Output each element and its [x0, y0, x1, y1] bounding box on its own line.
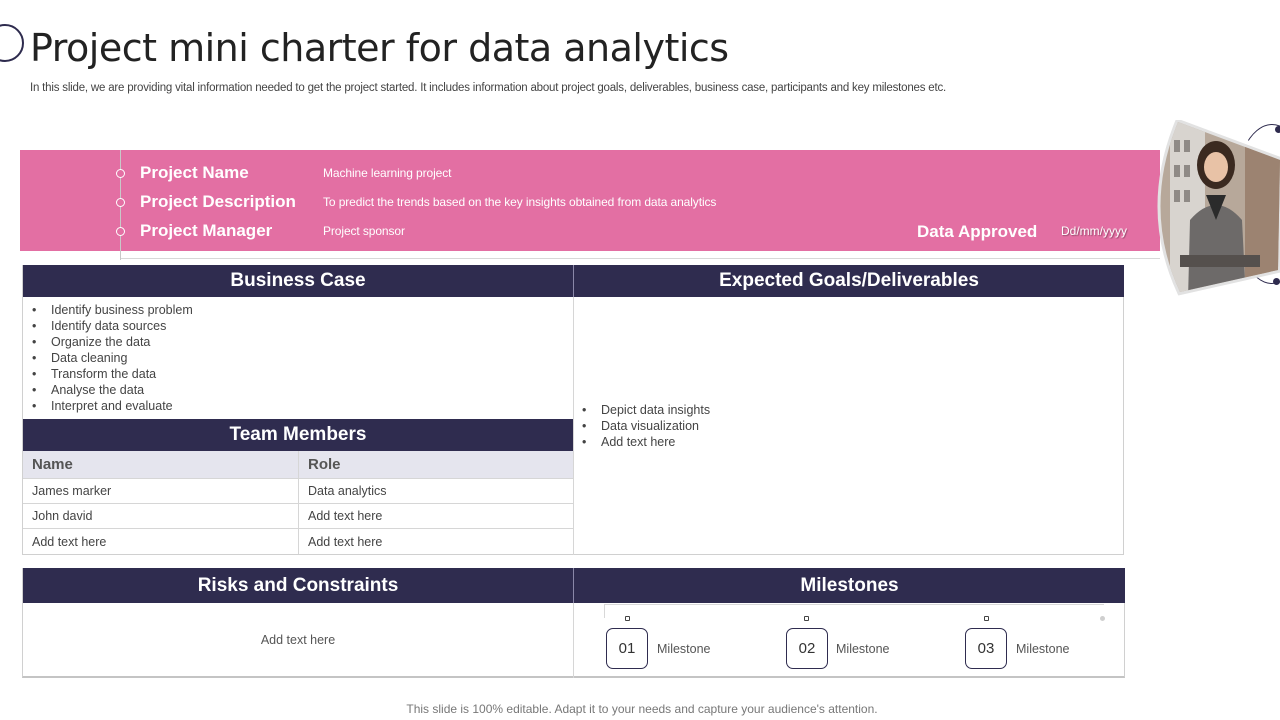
businesswoman-photo [1150, 120, 1280, 300]
data-approved-label: Data Approved [917, 222, 1038, 241]
milestone-label: Milestone [657, 642, 711, 656]
header-divider [573, 265, 574, 297]
table-cell: Data analytics [298, 479, 573, 503]
list-item: • Organize the data [30, 334, 193, 350]
milestone-pin [804, 616, 809, 621]
project-manager-value: Project sponsor [323, 224, 405, 238]
business-case-list [30, 302, 193, 414]
project-name-value: Machine learning project [323, 166, 452, 180]
table-cell: Add text here [298, 529, 573, 554]
risks-header: Risks and Constraints [23, 568, 573, 603]
table-cell: Add text here [32, 534, 107, 549]
list-item: • Interpret and evaluate [30, 398, 193, 414]
milestone-pin [984, 616, 989, 621]
list-item: • Add text here [580, 434, 710, 450]
column-separator [573, 297, 574, 555]
footer-note: This slide is 100% editable. Adapt it to your needs and capture your audience's attention. [406, 702, 878, 716]
page-subtitle: In this slide, we are providing vital information needed to get the project started. It includes information about project goals, deliverables, business case, participants and key milestones etc. [30, 82, 947, 94]
business-case-header: Business Case [23, 265, 573, 297]
data-approved-value: Dd/mm/yyyy [1061, 224, 1127, 238]
column-header-name: Name [32, 456, 73, 473]
milestone-number-box: 01 [606, 628, 648, 669]
project-description-label: Project Description [140, 192, 296, 211]
page-title: Project mini charter for data analytics [30, 26, 729, 70]
decorative-circle [0, 24, 24, 62]
milestone-number-box: 03 [965, 628, 1007, 669]
table-cell: James marker [32, 484, 112, 498]
project-description-value: To predict the trends based on the key insights obtained from data analytics [323, 195, 717, 209]
team-members-header: Team Members [23, 419, 573, 451]
milestones-header: Milestones [574, 568, 1125, 603]
project-name-label: Project Name [140, 163, 249, 182]
list-item: • Analyse the data [30, 382, 193, 398]
column-separator [573, 603, 574, 678]
banner-row-project-description [116, 192, 716, 212]
table-cell: Add text here [298, 504, 573, 528]
milestone-track-end [1100, 616, 1105, 621]
team-members-table [23, 451, 573, 554]
list-item: • Transform the data [30, 366, 193, 382]
goals-list [580, 402, 710, 450]
banner-underline [120, 251, 1160, 259]
milestone-number-box: 02 [786, 628, 828, 669]
table-header-row [23, 451, 573, 479]
banner-row-project-manager [116, 221, 405, 241]
table-cell: John david [32, 509, 93, 523]
banner-row-project-name [116, 163, 451, 183]
list-item: • Identify data sources [30, 318, 193, 334]
table-row [23, 529, 573, 554]
risks-text: Add text here [260, 633, 336, 647]
list-item: • Identify business problem [30, 302, 193, 318]
header-divider [573, 568, 574, 603]
bullet-dot [116, 198, 125, 207]
project-manager-label: Project Manager [140, 221, 273, 240]
column-header-role: Role [298, 451, 573, 478]
bullet-dot [116, 227, 125, 236]
milestone-track [604, 604, 1104, 618]
bullet-dot [116, 169, 125, 178]
milestone-label: Milestone [836, 642, 890, 656]
goals-header: Expected Goals/Deliverables [574, 265, 1124, 297]
milestone-pin [625, 616, 630, 621]
list-item: • Data visualization [580, 418, 710, 434]
milestone-label: Milestone [1016, 642, 1070, 656]
table-row [23, 479, 573, 504]
list-item: • Depict data insights [580, 402, 710, 418]
list-item: • Data cleaning [30, 350, 193, 366]
table-row [23, 504, 573, 529]
